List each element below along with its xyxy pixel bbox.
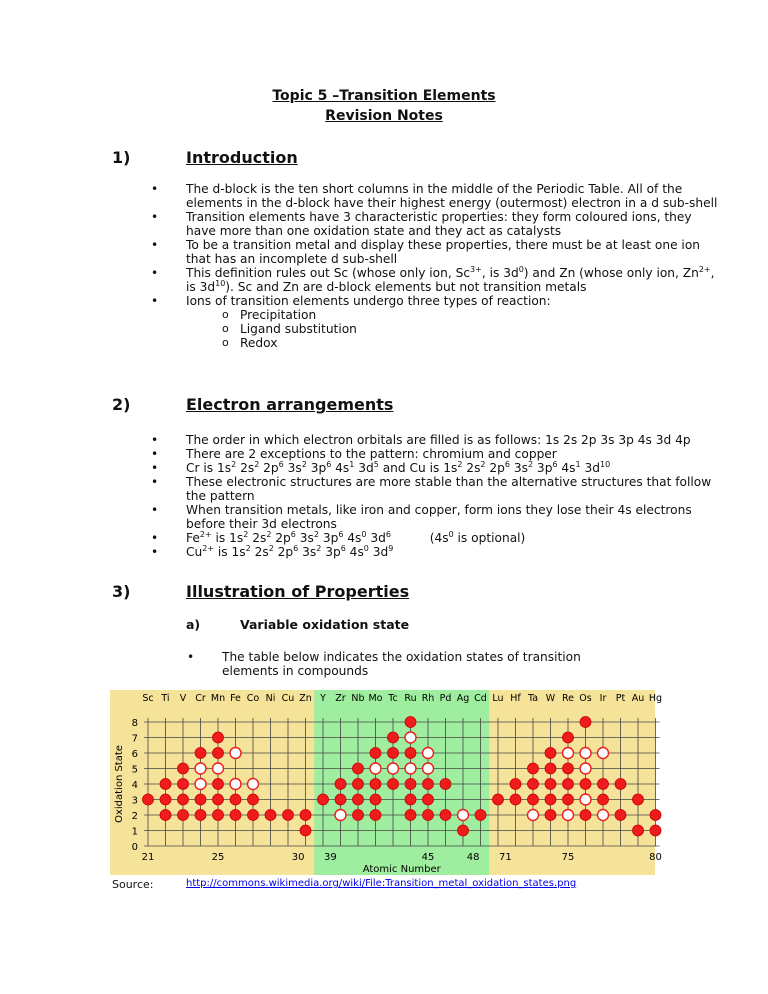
oxidation-dot-nb-5 [353,763,364,774]
y-tick-label: 3 [131,795,138,807]
oxidation-dot-open-fe-4 [230,779,241,790]
oxidation-dot-re-3 [563,794,574,805]
section-3-list [186,650,606,678]
oxidation-dot-v-5 [178,763,189,774]
oxidation-dot-open-ru-5 [405,763,416,774]
oxidation-dot-nb-3 [353,794,364,805]
oxidation-dot-ni-2 [265,810,276,821]
y-tick-label: 8 [131,718,138,729]
list-item-text: Ions of transition elements undergo three types of reaction: [186,294,551,308]
list-item: • When transition metals, like iron and copper, form ions they lose their 4s electrons before their 3d electrons [150,503,720,531]
oxidation-dot-open-re-2 [563,810,574,821]
oxidation-dot-zr-4 [335,779,346,790]
subsection-a-title: Variable oxidation state [240,617,410,632]
oxidation-dot-re-4 [563,779,574,790]
oxidation-dot-cu-2 [283,810,294,821]
list-item: • There are 2 exceptions to the pattern: chromium and copper [150,447,720,461]
oxidation-dot-ru-3 [405,794,416,805]
oxidation-dot-cr-2 [195,810,206,821]
element-symbol-zr: Zr [335,693,346,704]
oxidation-dot-tc-4 [388,779,399,790]
element-symbol-rh: Rh [421,693,435,704]
oxidation-dot-ir-4 [598,779,609,790]
section-2-title: Electron arrangements [186,395,394,414]
element-symbol-mn: Mn [210,693,226,704]
oxidation-dot-mn-3 [213,794,224,805]
oxidation-dot-au-1 [633,825,644,836]
oxidation-dot-ti-2 [160,810,171,821]
oxidation-dot-ag-1 [458,825,469,836]
oxidation-dot-v-3 [178,794,189,805]
oxidation-dot-re-5 [563,763,574,774]
oxidation-dot-open-os-3 [580,794,591,805]
oxidation-dot-os-4 [580,779,591,790]
section-1-title: Introduction [186,148,298,167]
oxidation-dot-zn-1 [300,825,311,836]
oxidation-dot-open-zr-2 [335,810,346,821]
x-tick-label: 21 [141,852,155,863]
x-axis-label: Atomic Number [362,864,441,875]
section-1-number: 1) [112,148,131,167]
oxidation-dot-hg-2 [650,810,661,821]
list-item: • The table below indicates the oxidation states of transition elements in compounds [186,650,606,678]
oxidation-dot-mn-7 [213,732,224,743]
oxidation-dot-ru-6 [405,748,416,759]
oxidation-dot-ru-2 [405,810,416,821]
element-symbol-co: Co [246,693,260,704]
oxidation-dot-mo-6 [370,748,381,759]
sub-list-item: o Redox [222,336,720,350]
oxidation-dot-rh-3 [423,794,434,805]
oxidation-dot-open-mo-5 [370,763,381,774]
oxidation-dot-open-ir-2 [598,810,609,821]
oxidation-dot-open-mn-5 [213,763,224,774]
x-tick-label: 48 [466,852,480,863]
list-item: • The d-block is the ten short columns in the middle of the Periodic Table. All of the elements in the d-block have their highest energy (outermost) electron in a d sub-shell [150,182,720,210]
list-item: • To be a transition metal and display these properties, there must be at least one ion that has an incomplete d sub-shell [150,238,720,266]
element-symbol-nb: Nb [351,693,365,704]
oxidation-dot-mn-2 [213,810,224,821]
oxidation-dot-mn-4 [213,779,224,790]
oxidation-dot-pt-2 [615,810,626,821]
y-tick-label: 6 [131,749,138,760]
oxidation-dot-open-os-5 [580,763,591,774]
element-symbol-sc: Sc [142,693,154,704]
oxidation-dot-hf-3 [510,794,521,805]
oxidation-dot-re-7 [563,732,574,743]
oxidation-dot-open-rh-6 [423,748,434,759]
x-tick-label: 25 [211,852,225,863]
oxidation-dot-fe-2 [230,810,241,821]
element-symbol-zn: Zn [299,693,312,704]
element-symbol-fe: Fe [230,693,241,704]
section-2-list [150,433,720,559]
oxidation-dot-os-8 [580,717,591,728]
oxidation-dot-open-os-6 [580,748,591,759]
oxidation-dot-lu-3 [493,794,504,805]
oxidation-dot-open-cr-4 [195,779,206,790]
oxidation-dot-open-ir-6 [598,748,609,759]
oxidation-dot-w-2 [545,810,556,821]
element-symbol-tc: Tc [388,693,398,704]
oxidation-dot-hg-1 [650,825,661,836]
oxidation-dot-ru-4 [405,779,416,790]
oxidation-dot-v-2 [178,810,189,821]
oxidation-dot-w-4 [545,779,556,790]
source-link[interactable]: http://commons.wikimedia.org/wiki/File:Transition_metal_oxidation_states.png [186,878,577,889]
y-tick-label: 2 [131,811,138,822]
oxidation-dot-ru-8 [405,717,416,728]
element-symbol-hg: Hg [648,693,663,704]
oxidation-dot-pd-4 [440,779,451,790]
page-title [0,86,768,126]
oxidation-dot-rh-2 [423,810,434,821]
oxidation-dot-tc-7 [388,732,399,743]
section-2-number: 2) [112,395,131,414]
oxidation-dot-open-fe-6 [230,748,241,759]
sub-list-item: o Ligand substitution [222,322,720,336]
oxidation-dot-open-re-6 [563,748,574,759]
list-item [150,294,720,350]
oxidation-dot-nb-4 [353,779,364,790]
list-item [150,545,720,559]
reaction-types-list [186,308,720,350]
section-1-list [150,182,720,350]
element-symbol-mo: Mo [368,693,383,704]
x-tick-label: 71 [499,852,512,863]
oxidation-dot-ti-4 [160,779,171,790]
element-symbol-ti: Ti [161,693,170,704]
oxidation-dot-open-rh-5 [423,763,434,774]
oxidation-dot-ta-3 [528,794,539,805]
element-symbol-cd: Cd [474,693,487,704]
oxidation-dot-mo-2 [370,810,381,821]
oxidation-dot-co-3 [248,794,259,805]
element-symbol-au: Au [631,693,645,704]
y-axis-label: Oxidation State [114,745,125,823]
oxidation-dot-open-ag-2 [458,810,469,821]
list-item: • Transition elements have 3 characteristic properties: they form coloured ions, they have more than one oxidation state and they act as catalysts [150,210,720,238]
x-tick-label: 80 [649,852,662,863]
oxidation-dot-open-ta-2 [528,810,539,821]
oxidation-dot-co-2 [248,810,259,821]
x-tick-label: 45 [421,852,435,863]
oxidation-dot-ta-5 [528,763,539,774]
oxidation-dot-w-3 [545,794,556,805]
oxidation-dot-cr-3 [195,794,206,805]
element-symbol-w: W [545,693,556,704]
fe-config: $Fe^{2+}$ is $1s^2$ $2s^2$ $2p^6$ $3s^2$ $3p^6$ $4s^0$ $3d^6$ ($4s^0$ is optional) [186,529,526,545]
x-tick-label: 75 [561,852,575,863]
element-symbol-ir: Ir [599,693,607,704]
list-item: • These electronic structures are more stable than the alternative structures that follow the pattern [150,475,720,503]
element-symbol-lu: Lu [492,693,504,704]
oxidation-dot-v-4 [178,779,189,790]
oxidation-dot-mo-3 [370,794,381,805]
element-symbol-os: Os [579,693,592,704]
element-symbol-ta: Ta [527,693,539,704]
element-symbol-pd: Pd [439,693,452,704]
oxidation-dot-mo-4 [370,779,381,790]
oxidation-dot-rh-4 [423,779,434,790]
source-label: Source: [112,878,154,891]
oxidation-dot-os-2 [580,810,591,821]
element-symbol-y: Y [320,693,326,704]
y-tick-label: 4 [131,780,138,791]
oxidation-dot-zn-2 [300,810,311,821]
oxidation-dot-zr-3 [335,794,346,805]
y-tick-label: 1 [131,826,138,838]
list-item [150,266,720,294]
cu-config: $Cu^{2+}$ is $1s^2$ $2s^2$ $2p^6$ $3s^2$ $3p^6$ $4s^0$ $3d^9$ [186,543,394,559]
oxidation-dot-mn-6 [213,748,224,759]
x-tick-label: 30 [291,852,305,863]
oxidation-dot-fe-3 [230,794,241,805]
oxidation-dot-ta-4 [528,779,539,790]
oxidation-states-chart [110,690,663,875]
oxidation-dot-hf-4 [510,779,521,790]
cr-cu-config: Cr is $1s^2$ $2s^2$ $2p^6$ $3s^2$ $3p^6$ $4s^1$ $3d^5$ and Cu is $1s^2$ $2s^2$ $2p^6$ $3s^2$ $3p^6$ $4s^1$ $3d^{10}$ [186,459,611,475]
y-tick-label: 7 [131,733,138,745]
title-line-2: Revision Notes [325,108,443,124]
title-line-1: Topic 5 –Transition Elements [272,88,496,104]
oxidation-dot-pt-4 [615,779,626,790]
oxidation-dot-sc-3 [143,794,154,805]
oxidation-dot-ti-3 [160,794,171,805]
oxidation-dot-tc-6 [388,748,399,759]
element-symbol-ag: Ag [456,693,470,704]
list-item-sc-zn-rich: This definition rules out Sc (whose only ion, $Sc^{3+}$, is $3d^0$) and Zn (whose only ion, $Zn^{2+}$, is $3d^{10}$). Sc and Zn are d-block elements but not transition metals [186,264,715,294]
element-symbol-re: Re [561,693,575,704]
element-symbol-cr: Cr [195,693,206,704]
oxidation-dot-open-ru-7 [405,732,416,743]
list-item [150,461,720,475]
list-item: • The order in which electron orbitals are filled is as follows: 1s 2s 2p 3s 3p 4s 3d 4p [150,433,720,447]
list-item [150,531,720,545]
oxidation-dot-cd-2 [475,810,486,821]
y-tick-label: 5 [131,764,138,776]
x-tick-label: 39 [324,852,337,863]
element-symbol-ni: Ni [265,693,276,704]
oxidation-dot-cr-6 [195,748,206,759]
element-symbol-hf: Hf [510,693,521,704]
oxidation-dot-open-cr-5 [195,763,206,774]
y-tick-label: 0 [131,842,138,853]
element-symbol-cu: Cu [281,693,295,704]
oxidation-dot-nb-2 [353,810,364,821]
section-3-title: Illustration of Properties [186,582,410,601]
element-symbol-v: V [179,693,187,704]
oxidation-dot-pd-2 [440,810,451,821]
subsection-a-label: a) [186,617,201,632]
oxidation-dot-ir-3 [598,794,609,805]
element-symbol-ru: Ru [404,693,417,704]
oxidation-dot-au-3 [633,794,644,805]
oxidation-dot-w-5 [545,763,556,774]
oxidation-dot-open-co-4 [248,779,259,790]
oxidation-dot-open-tc-5 [388,763,399,774]
oxidation-dot-w-6 [545,748,556,759]
oxidation-dot-y-3 [318,794,329,805]
section-3-number: 3) [112,582,131,601]
sub-list-item: o Precipitation [222,308,720,322]
element-symbol-pt: Pt [615,693,626,704]
